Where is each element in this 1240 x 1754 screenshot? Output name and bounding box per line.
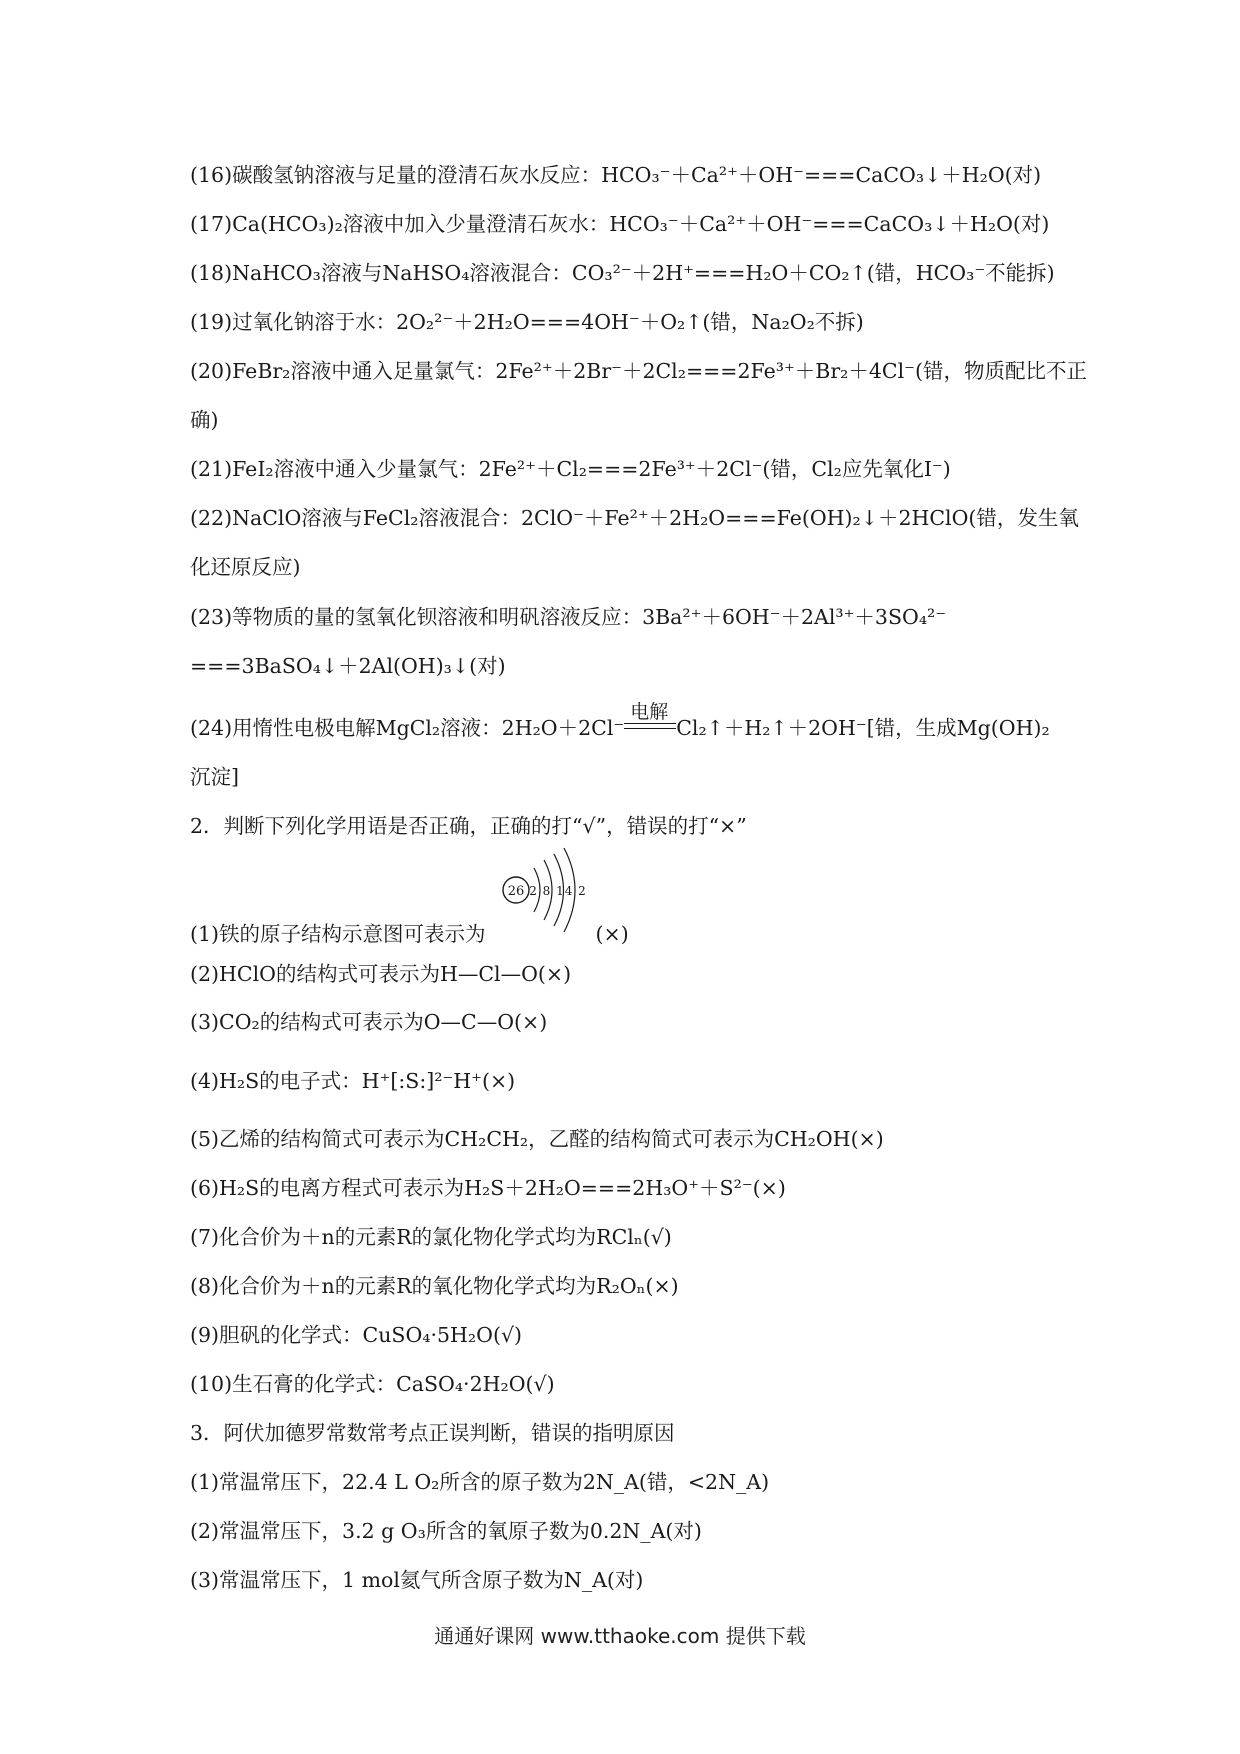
section-3-item-2: (2)常温常压下，3.2 g O₃所含的氧原子数为0.2N_A(对) bbox=[190, 1519, 702, 1543]
electrolysis-equals-sign bbox=[624, 701, 676, 742]
item-24-cont: 沉淀] bbox=[190, 765, 239, 789]
item-23-cont: ===3BaSO₄↓＋2Al(OH)₃↓(对) bbox=[190, 654, 506, 678]
item-1-result: (×) bbox=[595, 922, 629, 946]
section-2-item-2: (2)HClO的结构式可表示为H—Cl—O(×) bbox=[190, 962, 572, 986]
item-1-text: (1)铁的原子结构示意图可表示为 bbox=[190, 922, 486, 946]
section-2-item-9: (9)胆矾的化学式：CuSO₄·5H₂O(√) bbox=[190, 1323, 523, 1347]
section-2-item-4: (4)H₂S的电子式：H⁺[:S:]²⁻H⁺(×) bbox=[190, 1069, 516, 1093]
section-2-item-1 bbox=[190, 920, 629, 948]
atom-nucleus-label: 26 bbox=[507, 884, 525, 899]
item-24 bbox=[190, 701, 1050, 742]
section-2-heading: 2．判断下列化学用语是否正确，正确的打“√”，错误的打“×” bbox=[190, 814, 747, 838]
item-24-rhs: Cl₂↑＋H₂↑＋2OH⁻[错，生成Mg(OH)₂ bbox=[676, 716, 1050, 740]
item-20: (20)FeBr₂溶液中通入足量氯气：2Fe²⁺＋2Br⁻＋2Cl₂===2Fe³⁺＋Br₂＋4Cl⁻(错，物质配比不正 bbox=[190, 359, 1087, 383]
item-19: (19)过氧化钠溶于水：2O₂²⁻＋2H₂O===4OH⁻＋O₂↑(错，Na₂O₂不拆) bbox=[190, 310, 864, 334]
section-2-item-10: (10)生石膏的化学式：CaSO₄·2H₂O(√) bbox=[190, 1372, 555, 1396]
item-22-cont: 化还原反应) bbox=[190, 555, 301, 579]
section-3-item-1: (1)常温常压下，22.4 L O₂所含的原子数为2N_A(错，<2N_A) bbox=[190, 1470, 770, 1494]
section-3-heading: 3．阿伏加德罗常数常考点正误判断，错误的指明原因 bbox=[190, 1421, 675, 1445]
section-2-item-7: (7)化合价为＋n的元素R的氯化物化学式均为RClₙ(√) bbox=[190, 1225, 672, 1249]
section-2-item-6: (6)H₂S的电离方程式可表示为H₂S＋2H₂O===2H₃O⁺＋S²⁻(×) bbox=[190, 1176, 786, 1200]
electrolysis-condition: 电解 bbox=[630, 701, 669, 723]
atom-shell-electrons: 2 8 14 2 bbox=[529, 884, 587, 898]
item-17: (17)Ca(HCO₃)₂溶液中加入少量澄清石灰水：HCO₃⁻＋Ca²⁺＋OH⁻===CaCO₃↓＋H₂O(对) bbox=[190, 212, 1050, 236]
item-21: (21)FeI₂溶液中通入少量氯气：2Fe²⁺＋Cl₂===2Fe³⁺＋2Cl⁻(错，Cl₂应先氧化I⁻) bbox=[190, 457, 951, 481]
page-footer: 通通好课网 www.tthaoke.com 提供下载 bbox=[434, 1624, 806, 1648]
item-20-cont: 确) bbox=[190, 408, 219, 432]
item-22: (22)NaClO溶液与FeCl₂溶液混合：2ClO⁻＋Fe²⁺＋2H₂O===Fe(OH)₂↓＋2HClO(错，发生氧 bbox=[190, 506, 1079, 530]
section-2-item-5: (5)乙烯的结构简式可表示为CH₂CH₂，乙醛的结构简式可表示为CH₂OH(×) bbox=[190, 1127, 884, 1151]
item-24-lhs: (24)用惰性电极电解MgCl₂溶液：2H₂O＋2Cl⁻ bbox=[190, 716, 625, 740]
item-23: (23)等物质的量的氢氧化钡溶液和明矾溶液反应：3Ba²⁺＋6OH⁻＋2Al³⁺＋3SO₄²⁻ bbox=[190, 605, 947, 629]
item-16: (16)碳酸氢钠溶液与足量的澄清石灰水反应：HCO₃⁻＋Ca²⁺＋OH⁻===CaCO₃↓＋H₂O(对) bbox=[190, 163, 1042, 187]
item-18: (18)NaHCO₃溶液与NaHSO₄溶液混合：CO₃²⁻＋2H⁺===H₂O＋CO₂↑(错，HCO₃⁻不能拆) bbox=[190, 261, 1055, 285]
section-2-item-8: (8)化合价为＋n的元素R的氧化物化学式均为R₂Oₙ(×) bbox=[190, 1274, 679, 1298]
section-3-item-3: (3)常温常压下，1 mol氦气所含原子数为N_A(对) bbox=[190, 1568, 644, 1592]
section-2-item-3: (3)CO₂的结构式可表示为O—C—O(×) bbox=[190, 1010, 548, 1034]
